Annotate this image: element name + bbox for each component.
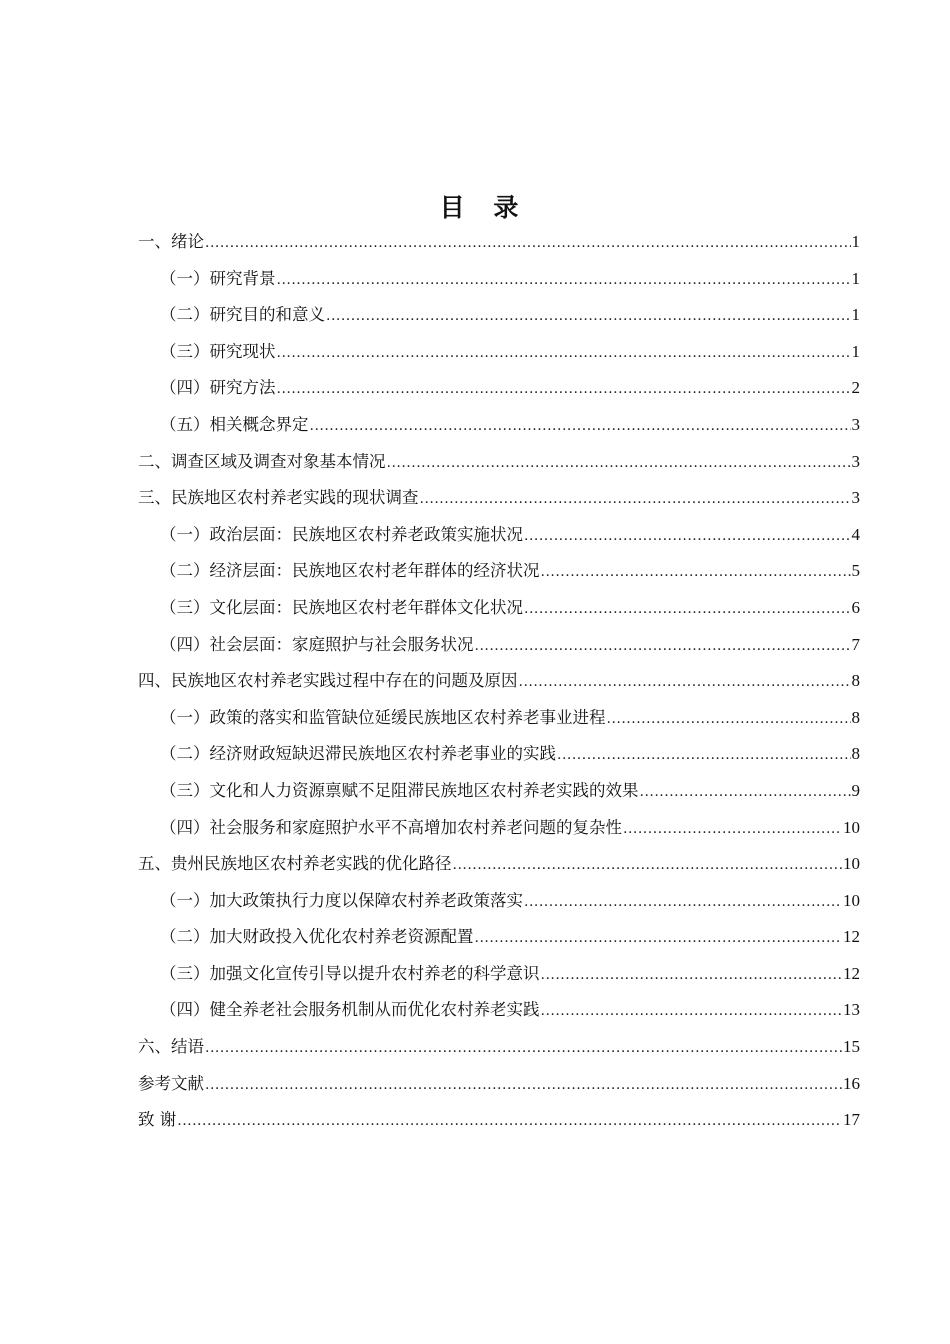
toc-entry[interactable] — [138, 779, 860, 816]
toc-entry[interactable] — [138, 230, 860, 267]
toc-entry[interactable] — [138, 633, 860, 670]
toc-entry-label: （一）研究背景 — [160, 268, 276, 288]
toc-dot-leader — [623, 816, 842, 841]
toc-entry[interactable] — [138, 1035, 860, 1072]
toc-entry-label: （四）社会服务和家庭照护水平不高增加农村养老问题的复杂性 — [160, 817, 622, 837]
toc-entry-page-number: 15 — [843, 1037, 860, 1057]
toc-entry-label: 三、民族地区农村养老实践的现状调查 — [138, 488, 419, 508]
toc-dot-leader — [524, 523, 851, 548]
toc-entry-page-number: 3 — [851, 414, 860, 434]
toc-entry[interactable] — [138, 669, 860, 706]
toc-entry-page-number: 10 — [843, 817, 860, 837]
toc-entry-page-number: 4 — [851, 524, 860, 544]
toc-dot-leader — [205, 1072, 842, 1097]
toc-entry-label: （四）健全养老社会服务机制从而优化农村养老实践 — [160, 1000, 540, 1020]
toc-dot-leader — [420, 486, 851, 511]
toc-entry-page-number: 10 — [843, 890, 860, 910]
toc-entry-label: 二、调查区域及调查对象基本情况 — [138, 451, 386, 471]
toc-dot-leader — [205, 1035, 842, 1060]
toc-entry-page-number: 9 — [851, 780, 860, 800]
toc-dot-leader — [277, 340, 851, 365]
toc-dot-leader — [541, 998, 843, 1023]
toc-dot-leader — [277, 267, 851, 292]
toc-dot-leader — [475, 925, 843, 950]
toc-entry-page-number: 3 — [851, 488, 860, 508]
toc-dot-leader — [607, 706, 851, 731]
toc-entry-label: （三）加强文化宣传引导以提升农村养老的科学意识 — [160, 963, 540, 983]
toc-entry[interactable] — [138, 413, 860, 450]
toc-dot-leader — [640, 779, 851, 804]
toc-entry-page-number: 1 — [851, 305, 860, 325]
toc-dot-leader — [277, 376, 851, 401]
toc-entry[interactable] — [138, 1108, 860, 1145]
toc-dot-leader — [387, 450, 851, 475]
toc-entry-page-number: 5 — [851, 561, 860, 581]
toc-entry[interactable] — [138, 852, 860, 889]
toc-entry-label: 四、民族地区农村养老实践过程中存在的问题及原因 — [138, 671, 518, 691]
toc-entry-label: （五）相关概念界定 — [160, 414, 309, 434]
toc-entry[interactable] — [138, 998, 860, 1035]
toc-entry-label: （一）政策的落实和监管缺位延缓民族地区农村养老事业进程 — [160, 707, 606, 727]
toc-entry-page-number: 8 — [851, 744, 860, 764]
toc-entry[interactable] — [138, 1072, 860, 1109]
toc-entry-page-number: 13 — [843, 1000, 860, 1020]
toc-entry[interactable] — [138, 596, 860, 633]
toc-entry-label: （二）经济层面：民族地区农村老年群体的经济状况 — [160, 561, 540, 581]
toc-entry[interactable] — [138, 889, 860, 926]
toc-entry-label: （三）研究现状 — [160, 341, 276, 361]
toc-entry[interactable] — [138, 706, 860, 743]
toc-entry-page-number: 3 — [851, 451, 860, 471]
toc-dot-leader — [475, 633, 851, 658]
toc-entry-page-number: 7 — [851, 634, 860, 654]
toc-dot-leader — [524, 596, 851, 621]
toc-title: 目 录 — [439, 193, 529, 222]
toc-entry-label: （一）政治层面：民族地区农村养老政策实施状况 — [160, 524, 523, 544]
toc-entry-label: （二）加大财政投入优化农村养老资源配置 — [160, 927, 474, 947]
toc-entry-page-number: 10 — [843, 854, 860, 874]
toc-entry-page-number: 16 — [843, 1073, 860, 1093]
toc-entry[interactable] — [138, 303, 860, 340]
toc-entry[interactable] — [138, 486, 860, 523]
toc-entry-page-number: 1 — [851, 341, 860, 361]
toc-entry-label: （四）研究方法 — [160, 378, 276, 398]
toc-entry-label: （三）文化和人力资源禀赋不足阻滞民族地区农村养老实践的效果 — [160, 780, 639, 800]
toc-dot-leader — [310, 413, 851, 438]
toc-dot-leader — [541, 559, 851, 584]
toc-entry[interactable] — [138, 962, 860, 999]
toc-entry-page-number: 1 — [851, 268, 860, 288]
toc-dot-leader — [519, 669, 851, 694]
toc-dot-leader — [541, 962, 843, 987]
toc-entry-page-number: 6 — [851, 597, 860, 617]
table-of-contents — [138, 230, 860, 1145]
toc-entry-label: 一、绪论 — [138, 232, 204, 251]
toc-entry[interactable] — [138, 559, 860, 596]
toc-dot-leader — [177, 1108, 842, 1133]
toc-dot-leader — [524, 889, 842, 914]
toc-entry-page-number: 8 — [851, 707, 860, 727]
toc-entry-label: （四）社会层面：家庭照护与社会服务状况 — [160, 634, 474, 654]
toc-dot-leader — [205, 230, 851, 255]
toc-entry[interactable] — [138, 816, 860, 853]
toc-entry-page-number: 12 — [843, 927, 860, 947]
toc-entry-label: 六、结语 — [138, 1037, 204, 1057]
toc-entry-page-number: 12 — [843, 963, 860, 983]
toc-entry-label: （三）文化层面：民族地区农村老年群体文化状况 — [160, 597, 523, 617]
toc-entry-label: 参考文献 — [138, 1073, 204, 1093]
toc-entry[interactable] — [138, 267, 860, 304]
toc-entry-label: 五、贵州民族地区农村养老实践的优化路径 — [138, 854, 452, 874]
toc-entry[interactable] — [138, 742, 860, 779]
toc-entry[interactable] — [138, 925, 860, 962]
toc-entry-page-number: 8 — [851, 671, 860, 691]
toc-entry-label: （二）经济财政短缺迟滞民族地区农村养老事业的实践 — [160, 744, 556, 764]
toc-entry[interactable] — [138, 340, 860, 377]
toc-dot-leader — [557, 742, 851, 767]
toc-entry[interactable] — [138, 450, 860, 487]
toc-entry-page-number: 1 — [851, 232, 860, 251]
toc-dot-leader — [453, 852, 843, 877]
toc-entry[interactable] — [138, 376, 860, 413]
toc-entry-page-number: 2 — [851, 378, 860, 398]
toc-dot-leader — [326, 303, 851, 328]
toc-entry-page-number: 17 — [843, 1110, 860, 1130]
toc-entry-label: 致 谢 — [138, 1110, 177, 1130]
toc-entry-label: （二）研究目的和意义 — [160, 305, 325, 325]
toc-entry[interactable] — [138, 523, 860, 560]
toc-entry-label: （一）加大政策执行力度以保障农村养老政策落实 — [160, 890, 523, 910]
